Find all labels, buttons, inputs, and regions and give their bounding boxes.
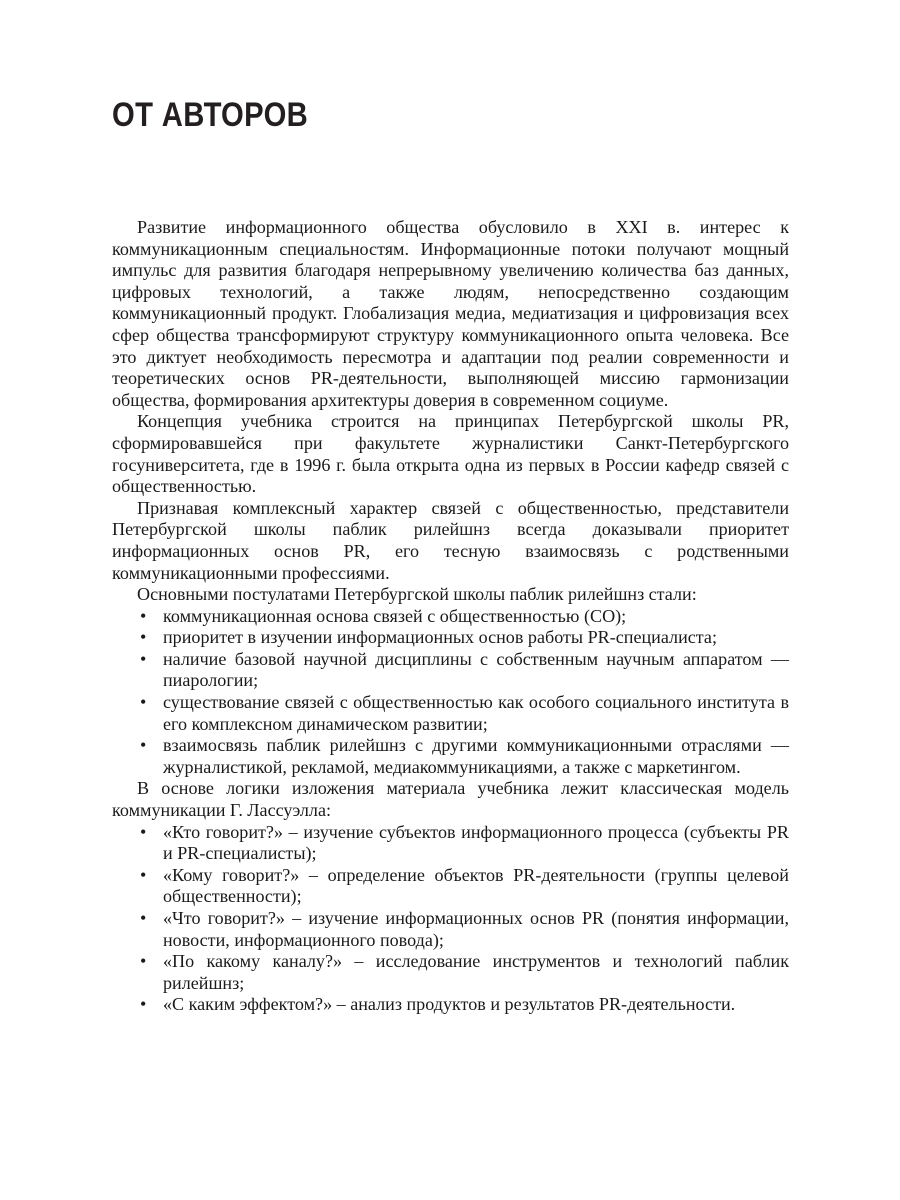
list-lasswell xyxy=(112,822,789,1016)
bullet-icon: • xyxy=(140,648,147,669)
paragraph-postulates-lead: Основными постулатами Петербургской школы паблик рилейшнз стали: xyxy=(137,584,697,605)
bullet-icon: • xyxy=(140,692,147,713)
list-item xyxy=(112,951,789,994)
bullet-icon: • xyxy=(140,735,147,756)
bullet-icon: • xyxy=(140,951,147,972)
list-item-label: «Кому говорит?» – определение объектов PR-деятельности (группы целевой общественности); xyxy=(163,864,789,907)
list-item-label: «Кто говорит?» – изучение субъектов информационного процесса (субъекты PR и PR-специалисты); xyxy=(163,821,789,864)
list-item-label: взаимосвязь паблик рилейшнз с другими коммуникационными отраслями — журналистикой, рекламой, медиакоммуникациями, а также с маркетингом. xyxy=(163,735,789,777)
paragraph-intro: Развитие информационного общества обусловило в XXI в. интерес к коммуникационным специальностям. Информационные потоки получают мощный импульс для развития благодаря непрерывному увеличению количества баз данных, цифровых технологий, а также людям, непосредственно создающим коммуникационный продукт. Глобализация медиа, медиатизация и цифровизация всех сфер общества трансформируют структуру коммуникационного опыта человека. Все это диктует необходимость пересмотра и адаптации под реалии современности и теоретических основ PR-деятельности, выполняющей миссию гармонизации общества, формирования архитектуры доверия в современном социуме. xyxy=(112,217,789,410)
bullet-icon: • xyxy=(140,627,147,648)
list-item-label: наличие базовой научной дисциплины с собственным научным аппаратом — пиарологии; xyxy=(163,648,789,691)
list-item-label: «По какому каналу?» – исследование инструментов и технологий паблик рилейшнз; xyxy=(163,951,789,993)
bullet-icon: • xyxy=(140,994,147,1015)
bullet-icon: • xyxy=(140,864,147,885)
bullet-icon: • xyxy=(140,605,147,626)
list-item xyxy=(112,627,789,649)
page-content xyxy=(112,0,789,1016)
page-title: ОТ АВТОРОВ xyxy=(112,96,309,134)
list-item xyxy=(112,908,789,951)
list-item xyxy=(112,994,789,1016)
list-item-label: «С каким эффектом?» – анализ продуктов и результатов PR-деятельности. xyxy=(163,994,736,1015)
list-item-label: приоритет в изучении информационных основ работы PR-специалиста; xyxy=(163,627,717,648)
paragraph-lasswell-lead: В основе логики изложения материала учебника лежит классическая модель коммуникации Г. Лассуэлла: xyxy=(112,778,789,821)
bullet-icon: • xyxy=(140,821,147,842)
bullet-icon: • xyxy=(140,908,147,928)
list-item xyxy=(112,692,789,735)
paragraph-recognition: Признавая комплексный характер связей с общественностью, представители Петербургской школы паблик рилейшнз всегда доказывали приоритет информационных основ PR, его тесную взаимосвязь с родственными коммуникационными профессиями. xyxy=(112,497,789,583)
list-item xyxy=(112,606,789,628)
list-item xyxy=(112,865,789,908)
list-item xyxy=(112,649,789,692)
body-text-block xyxy=(112,217,789,1016)
list-item-label: коммуникационная основа связей с общественностью (СО); xyxy=(163,605,627,626)
list-item-label: «Что говорит?» – изучение информационных основ PR (понятия информации, новости, информационного повода); xyxy=(163,908,789,950)
paragraph-concept: Концепция учебника строится на принципах Петербургской школы PR, сформировавшейся при факультете журналистики Санкт-Петербургского госуниверситета, где в 1996 г. была открыта одна из первых в России кафедр связей с общественностью. xyxy=(112,411,789,497)
list-item-label: существование связей с общественностью как особого социального института в его комплексном динамическом развитии; xyxy=(163,692,789,734)
list-item xyxy=(112,822,789,865)
list-item xyxy=(112,735,789,778)
list-postulates xyxy=(112,606,789,779)
